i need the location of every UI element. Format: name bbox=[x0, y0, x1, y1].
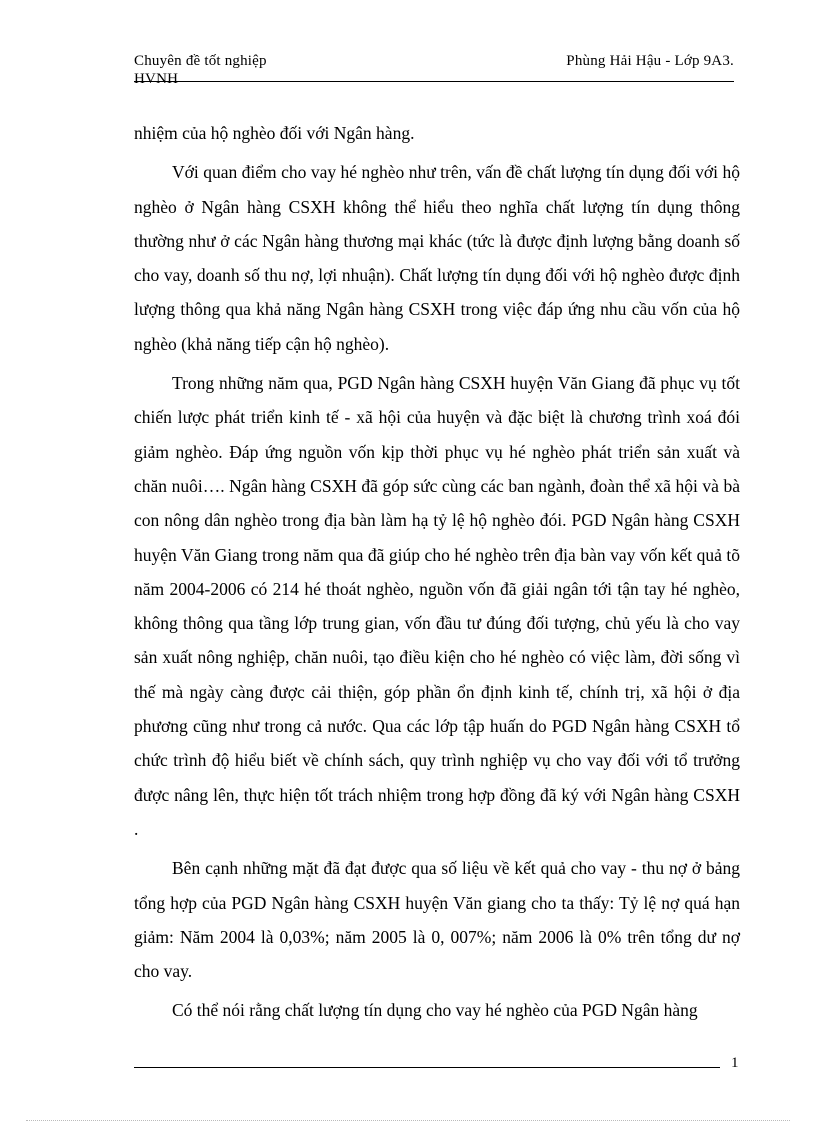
header-divider bbox=[134, 81, 734, 82]
page-header bbox=[134, 52, 734, 92]
paragraph-continuation: nhiệm của hộ nghèo đối với Ngân hàng. bbox=[134, 123, 415, 143]
paragraph: Có thể nói rằng chất lượng tín dụng cho vay hé nghèo của PGD Ngân hàng bbox=[172, 1000, 698, 1021]
header-author: Phùng Hải Hậu - Lớp 9A3. bbox=[566, 53, 734, 69]
paragraph: Với quan điểm cho vay hé nghèo như trên, vấn đề chất lượng tín dụng đối với hộ nghèo ở Ngân hàng CSXH không thể hiểu theo nghĩa chất lượng tín dụng thông thường như ở các Ngân hàng thương mại khác (tức là được định lượng bằng doanh số cho vay, doanh số thu nợ, lợi nhuận). Chất lượng tín dụng đối với hộ nghèo được định lượng thông qua khả năng Ngân hàng CSXH trong việc đáp ứng nhu cầu vốn của hộ nghèo (khả năng tiếp cận hộ nghèo). bbox=[134, 162, 740, 354]
paragraph: Bên cạnh những mặt đã đạt được qua số liệu về kết quả cho vay - thu nợ ở bảng tổng hợp của PGD Ngân hàng CSXH huyện Văn giang cho ta thấy: Tỷ lệ nợ quá hạn giảm: Năm 2004 là 0,03%; năm 2005 là 0, 007%; năm 2006 là 0% trên tổng dư nợ cho vay. bbox=[134, 858, 740, 982]
footer-divider bbox=[134, 1067, 720, 1068]
page-number: 1 bbox=[731, 1055, 739, 1071]
page-edge-divider bbox=[26, 1120, 790, 1121]
paragraph: Trong những năm qua, PGD Ngân hàng CSXH huyện Văn Giang đã phục vụ tốt chiến lược phát triển kinh tế - xã hội của huyện và đặc biệt là chương trình xoá đói giảm nghèo. Đáp ứng nguồn vốn kịp thời phục vụ hé nghèo phát triển sản xuất và chăn nuôi…. Ngân hàng CSXH đã góp sức cùng các ban ngành, đoàn thể xã hội và bà con nông dân nghèo trong địa bàn làm hạ tỷ lệ hộ nghèo đói. PGD Ngân hàng CSXH huyện Văn Giang trong năm qua đã giúp cho hé nghèo trên địa bàn vay vốn kết quả tõ năm 2004-2006 có 214 hé thoát nghèo, nguồn vốn đã giải ngân tới tận tay hé nghèo, không thông qua tầng lớp trung gian, vốn đầu tư đúng đối tượng, chủ yếu là cho vay sản xuất nông nghiệp, chăn nuôi, tạo điều kiện cho hé nghèo có việc làm, đời sống vì thế mà ngày càng được cải thiện, góp phần ổn định kinh tế, chính trị, xã hội ở địa phương cũng như trong cả nước. Qua các lớp tập huấn do PGD Ngân hàng CSXH tổ chức trình độ hiểu biết về chính sách, quy trình nghiệp vụ cho vay đối với tổ trưởng được nâng lên, thực hiện tốt trách nhiệm trong hợp đồng đã ký với Ngân hàng CSXH . bbox=[134, 373, 740, 839]
document-body bbox=[134, 116, 740, 1028]
header-document-title: Chuyên đề tốt nghiệp HVNH bbox=[134, 53, 267, 87]
